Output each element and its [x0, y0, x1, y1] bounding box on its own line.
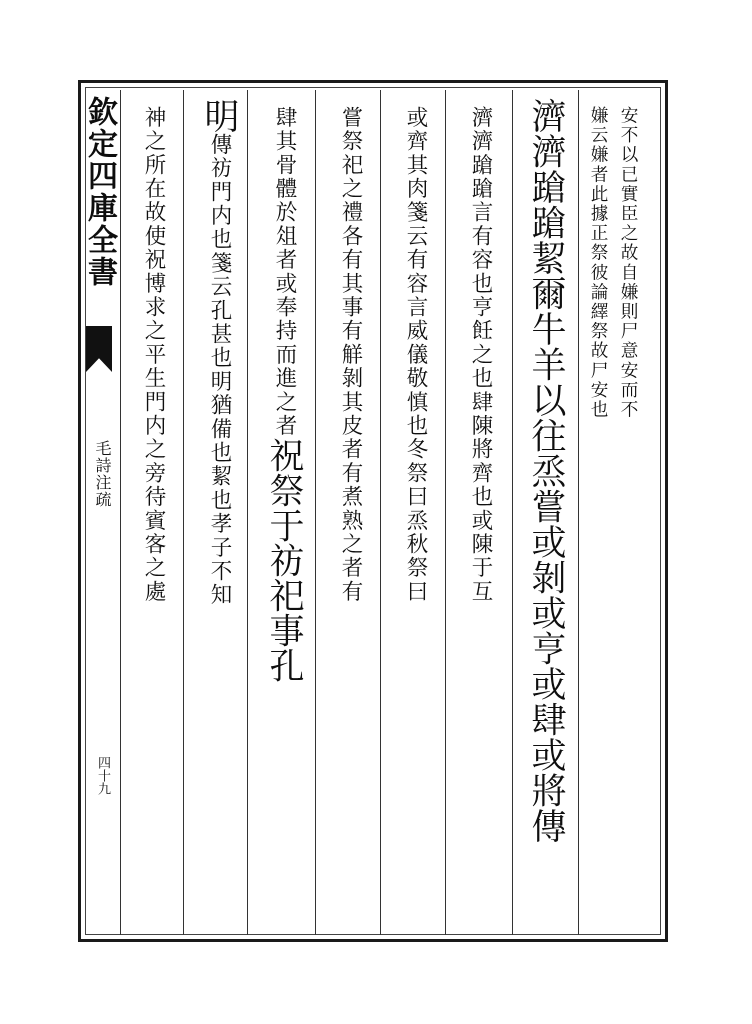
- text-column-4: [458, 106, 502, 604]
- text-column-1: 安不以已實臣之故自嫌則尸意安而不: [618, 106, 638, 420]
- text-column-9: [130, 106, 176, 604]
- commentary-text: 或齊其肉箋云有容言威儀敬慎也冬祭曰烝秋祭曰: [403, 106, 428, 604]
- column-rule: [578, 90, 579, 935]
- text-column-6: [328, 106, 372, 604]
- main-text: 祝祭于祊祀事孔: [264, 437, 304, 683]
- column-rule: [247, 90, 248, 935]
- column-rule: [315, 90, 316, 935]
- text-column-3: 濟濟蹌蹌絜爾牛羊以往烝嘗或剝或亨或肆或將傳: [526, 98, 566, 844]
- column-rule: [183, 90, 184, 935]
- commentary-text: 濟濟蹌蹌言有容也亨飪之也肆陳將齊也或陳于互: [468, 106, 493, 604]
- text-column-2: 嫌云嫌者此據正祭彼論繹祭故尸安也: [588, 106, 608, 420]
- book-title: 毛詩注疏: [93, 440, 112, 508]
- folio-number: 四十九: [95, 756, 110, 795]
- text-column-7: [261, 106, 307, 683]
- text-column-5: [393, 106, 437, 604]
- column-rule: [512, 90, 513, 935]
- commentary-text: 肆其骨體於俎者或奉持而進之者: [272, 106, 297, 438]
- library-title: 欽定四庫全書: [82, 96, 117, 288]
- column-rule: [380, 90, 381, 935]
- column-rule: [120, 90, 121, 935]
- commentary-text: 嘗祭祀之禮各有其事有觧剝其皮者有煮熟之者有: [338, 106, 363, 604]
- commentary-text: 神之所在故使祝博求之平生門内之旁待賓客之處: [141, 106, 166, 604]
- column-rule: [445, 90, 446, 935]
- text-column-8: [196, 98, 242, 607]
- commentary-text: 傳祊門内也箋云孔甚也明猶備也絜也孝子不知: [207, 133, 232, 607]
- main-text: 明: [199, 98, 239, 133]
